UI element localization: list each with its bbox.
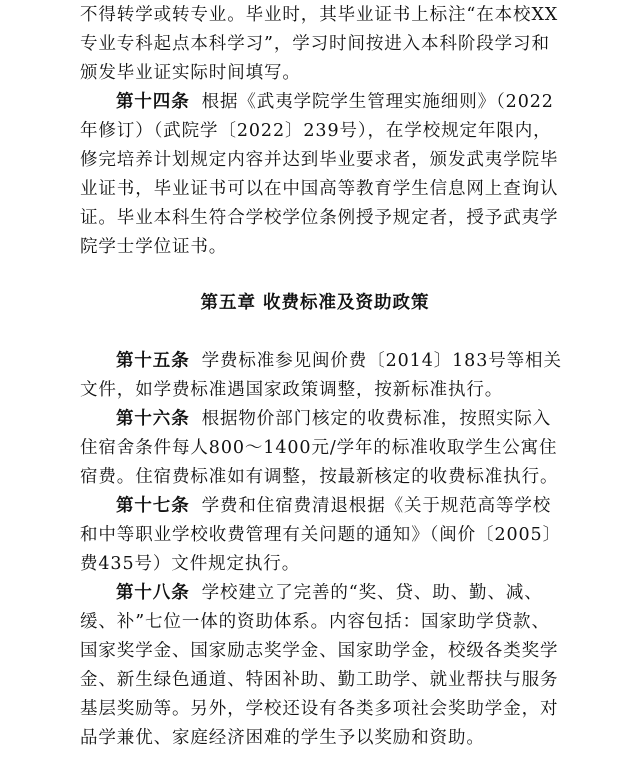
text-line: 缓、补”七位一体的资助体系。内容包括：国家助学贷款、 (80, 612, 550, 632)
article-16-title: 第十六条 (116, 409, 190, 429)
text-line: 专业专科起点本科学习”，学习时间按进入本科阶段学习和 (80, 34, 550, 54)
text-line: 费435号）文件规定执行。 (80, 554, 301, 574)
text-line: 院学士学位证书。 (80, 237, 228, 257)
text-line: 颁发毕业证实际时间填写。 (80, 63, 301, 83)
text-line: 根据物价部门核定的收费标准，按照实际入 (201, 409, 552, 429)
article-14-first-line (116, 91, 554, 113)
text-line: 住宿舍条件每人800～1400元/学年的标准收取学生公寓住 (80, 438, 558, 458)
text-line: 文件，如学费标准遇国家政策调整，按新标准执行。 (80, 380, 504, 400)
text-line: 和中等职业学校收费管理有关问题的通知》（闽价〔2005〕 (80, 525, 561, 545)
text-line: 学校建立了完善的“奖、贷、助、勤、减、 (201, 583, 543, 603)
text-line: 证。毕业本科生符合学校学位条例授予规定者，授予武夷学 (80, 208, 559, 228)
article-18-title: 第十八条 (116, 583, 190, 603)
text-line: 宿费。住宿费标准如有调整，按最新核定的收费标准执行。 (80, 467, 559, 487)
text-line: 国家奖学金、国家励志奖学金、国家助学金，校级各类奖学 (80, 641, 559, 661)
article-14-title: 第十四条 (116, 92, 190, 112)
text-line: 学费和住宿费清退根据《关于规范高等学校 (201, 496, 552, 516)
text-line: 品学兼优、家庭经济困难的学生予以奖励和资助。 (80, 728, 485, 748)
text-line: 修完培养计划规定内容并达到毕业要求者，颁发武夷学院毕 (80, 150, 559, 170)
article-17-title: 第十七条 (116, 496, 190, 516)
text-line: 基层奖励等。另外，学校还设有各类多项社会奖助学金，对 (80, 699, 559, 719)
text-line: 年修订）（武院学〔2022〕239号），在学校规定年限内， (80, 121, 552, 141)
article-15-title: 第十五条 (116, 351, 190, 371)
article-16-first-line (116, 408, 550, 430)
chapter-heading: 第五章 收费标准及资助政策 (200, 293, 430, 313)
text-line: 金、新生绿色通道、特困补助、勤工助学、就业帮扶与服务 (80, 670, 559, 690)
text-line: 不得转学或转专业。毕业时，其毕业证书上标注“在本校XX (80, 5, 559, 25)
article-15-first-line (116, 350, 562, 372)
article-17-first-line (116, 495, 550, 517)
text-line: 业证书，毕业证书可以在中国高等教育学生信息网上查询认 (80, 179, 559, 199)
text-line: 学费标准参见闽价费〔2014〕183号等相关 (201, 351, 562, 371)
text-line: 根据《武夷学院学生管理实施细则》（2022 (201, 92, 554, 112)
article-18-first-line (116, 582, 550, 604)
